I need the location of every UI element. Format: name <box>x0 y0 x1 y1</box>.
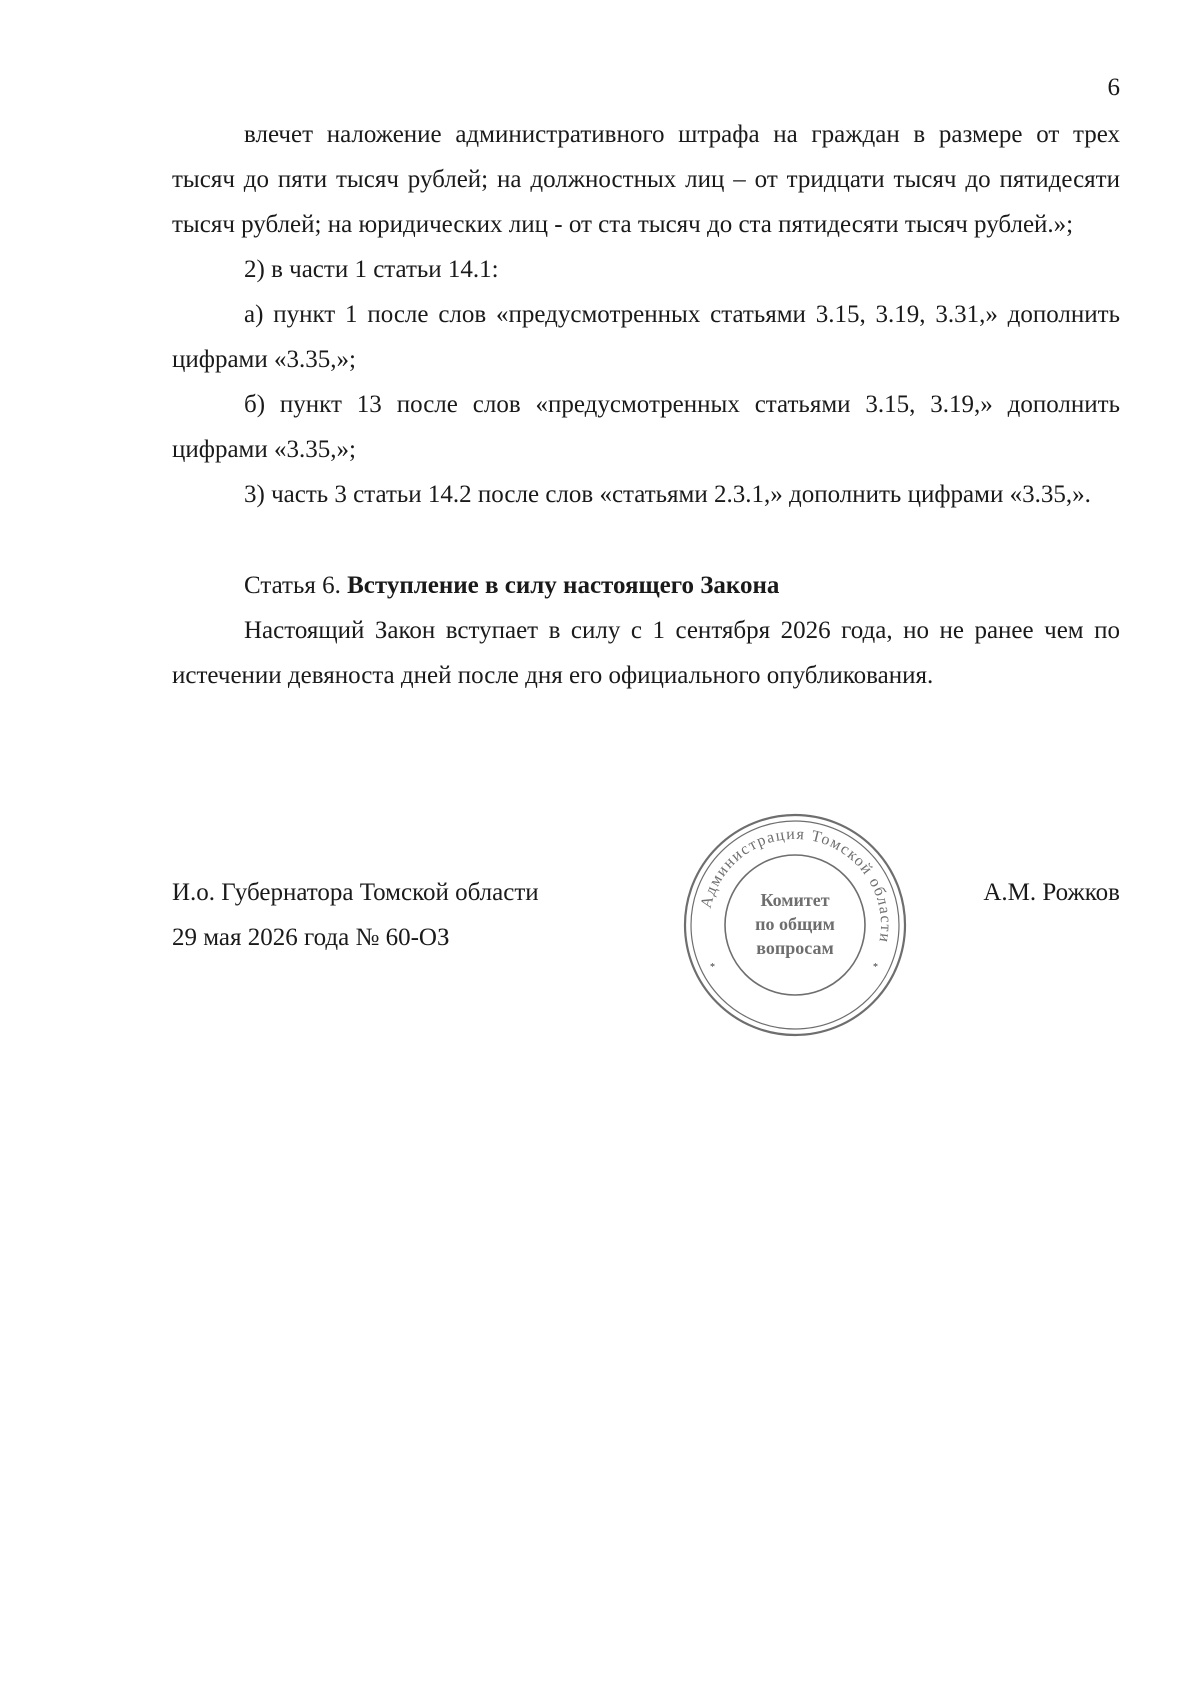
official-stamp <box>680 810 910 1040</box>
article-label: Статья 6. <box>244 572 348 599</box>
signatory-position: И.о. Губернатора Томской области <box>172 879 539 906</box>
document-body <box>172 112 1120 698</box>
article-heading <box>172 563 1120 608</box>
stamp-star-left: * <box>710 962 715 973</box>
stamp-center-line-2: по общим <box>755 914 835 934</box>
paragraph-item-b: б) пункт 13 после слов «предусмотренных статьями 3.15, 3.19,» дополнить цифрами «3.35,»; <box>172 391 1120 463</box>
signatory-name: А.М. Рожков <box>983 879 1120 906</box>
article-title: Вступление в силу настоящего Закона <box>347 572 780 599</box>
article-text: Настоящий Закон вступает в силу с 1 сентября 2026 года, но не ранее чем по истечении девяноста дней после дня его официального опубликования. <box>172 617 1120 689</box>
paragraph-item-3: 3) часть 3 статьи 14.2 после слов «статьями 2.3.1,» дополнить цифрами «3.35,». <box>244 481 1091 508</box>
paragraph-item-a: а) пункт 1 после слов «предусмотренных статьями 3.15, 3.19, 3.31,» дополнить цифрами «3.35,»; <box>172 301 1120 373</box>
signature-block <box>172 870 539 960</box>
page-number: 6 <box>1107 74 1120 101</box>
stamp-center-line-1: Комитет <box>760 890 830 910</box>
law-date-number: 29 мая 2026 года № 60-ОЗ <box>172 924 450 951</box>
paragraph-penalty: влечет наложение административного штрафа на граждан в размере от трех тысяч до пяти тысяч рублей; на должностных лиц – от тридцати тысяч до пятидесяти тысяч рублей; на юридических лиц - от ста тысяч до ста пятидесяти тысяч рублей.»; <box>172 121 1120 238</box>
stamp-ring-text: Администрация Томской области <box>697 825 895 945</box>
spacer <box>172 517 1120 563</box>
stamp-star-right: * <box>873 962 878 973</box>
paragraph-item-2: 2) в части 1 статьи 14.1: <box>244 256 499 283</box>
stamp-center-line-3: вопросам <box>756 938 834 958</box>
